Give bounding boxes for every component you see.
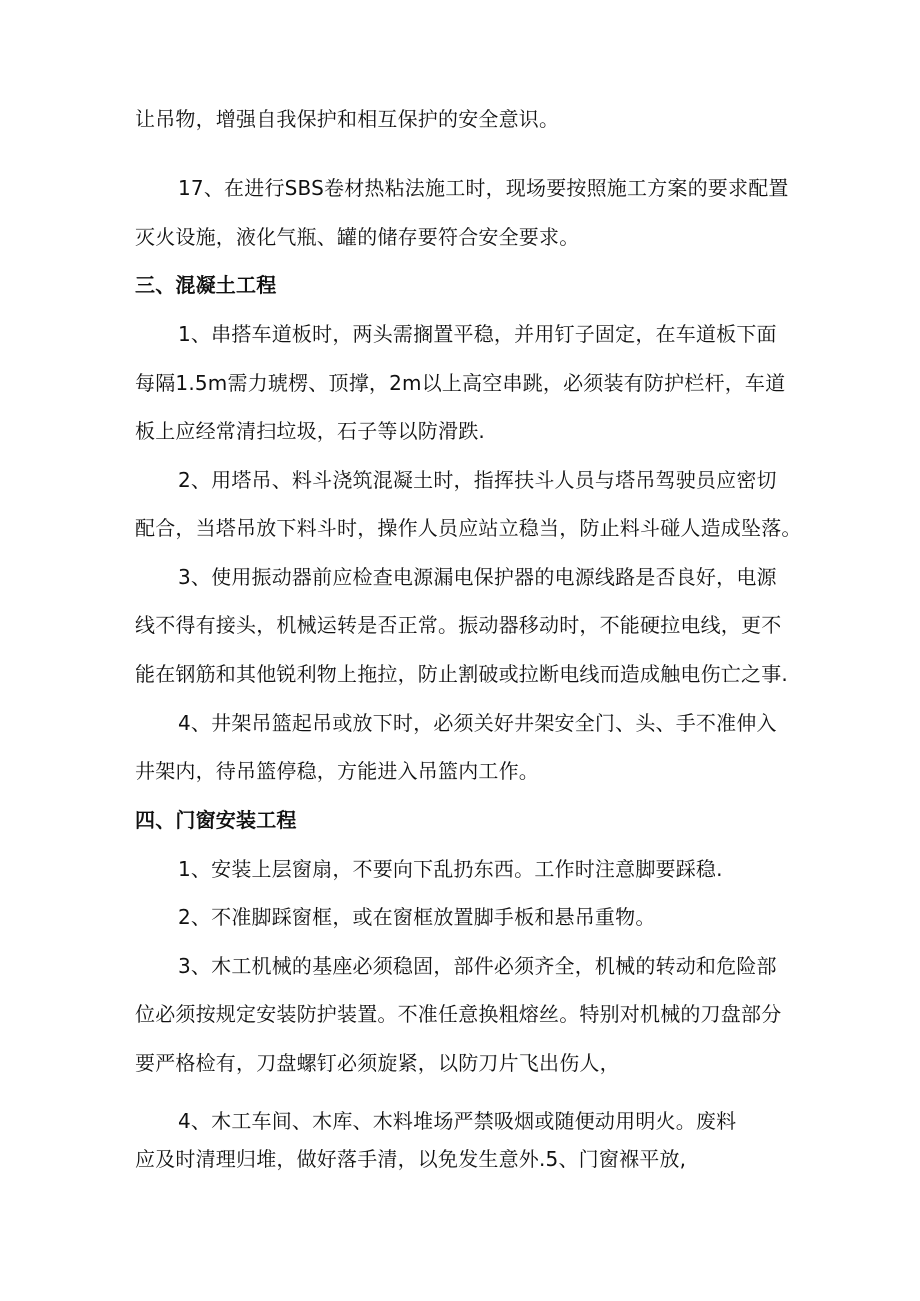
text-line-20: 要严格检有，刀盘螺钉必须旋紧，以防刀片飞出伤人， <box>135 1051 620 1075</box>
text-line-7: 板上应经常清扫垃圾，石子等以防滑跌. <box>135 419 485 443</box>
section-heading-doors-windows: 四、门窗安装工程 <box>135 808 297 832</box>
text-line-6: 每隔1.5m需力琥楞、顶撑，2m以上高空串跳，必须装有防护栏杆，车道 <box>135 371 786 395</box>
text-line-12: 能在钢筋和其他锐利物上拖拉，防止割破或拉断电线而造成触电伤亡之事. <box>135 662 788 686</box>
text-line-2: 17、在进行SBS卷材热粘法施工时，现场要按照施工方案的要求配置 <box>178 176 789 200</box>
text-line-11: 线不得有接头，机械运转是否正常。振动器移动时，不能硬拉电线，更不 <box>135 613 782 637</box>
text-line-3: 灭火设施，液化气瓶、罐的储存要符合安全要求。 <box>135 225 580 249</box>
text-line-13: 4、井架吊篮起吊或放下时，必须关好井架安全门、头、手不准伸入 <box>178 711 777 735</box>
text-line-17: 2、不准脚踩窗框，或在窗框放置脚手板和悬吊重物。 <box>178 905 656 929</box>
text-line-22: 应及时清理归堆，做好落手清，以免发生意外.5、门窗褓平放, <box>135 1147 687 1171</box>
text-line-1: 让吊物，增强自我保护和相互保护的安全意识。 <box>135 107 560 131</box>
text-line-18: 3、木工机械的基座必须稳固，部件必须齐全，机械的转动和危险部 <box>178 954 777 978</box>
text-line-10: 3、使用振动器前应检查电源漏电保护器的电源线路是否良好，电源 <box>178 565 777 589</box>
text-line-14: 井架内，待吊篮停稳，方能进入吊篮内工作。 <box>135 759 539 783</box>
text-line-8: 2、用塔吊、料斗浇筑混凝土时，指挥扶斗人员与塔吊驾驶员应密切 <box>178 468 777 492</box>
text-line-21: 4、木工车间、木库、木料堆场严禁吸烟或随便动用明火。废料 <box>178 1109 737 1133</box>
text-line-16: 1、安装上层窗扇，不要向下乱扔东西。工作时注意脚要踩稳. <box>178 857 723 881</box>
text-line-9: 配合，当塔吊放下料斗时，操作人员应站立稳当，防止料斗碰人造成坠落。 <box>135 516 802 540</box>
text-line-19: 位必须按规定安装防护装置。不准任意换粗熔丝。特别对机械的刀盘部分 <box>135 1002 782 1026</box>
section-heading-concrete: 三、混凝土工程 <box>135 273 277 297</box>
text-line-5: 1、串搭车道板时，两头需搁置平稳，并用钉子固定，在车道板下面 <box>178 322 777 346</box>
